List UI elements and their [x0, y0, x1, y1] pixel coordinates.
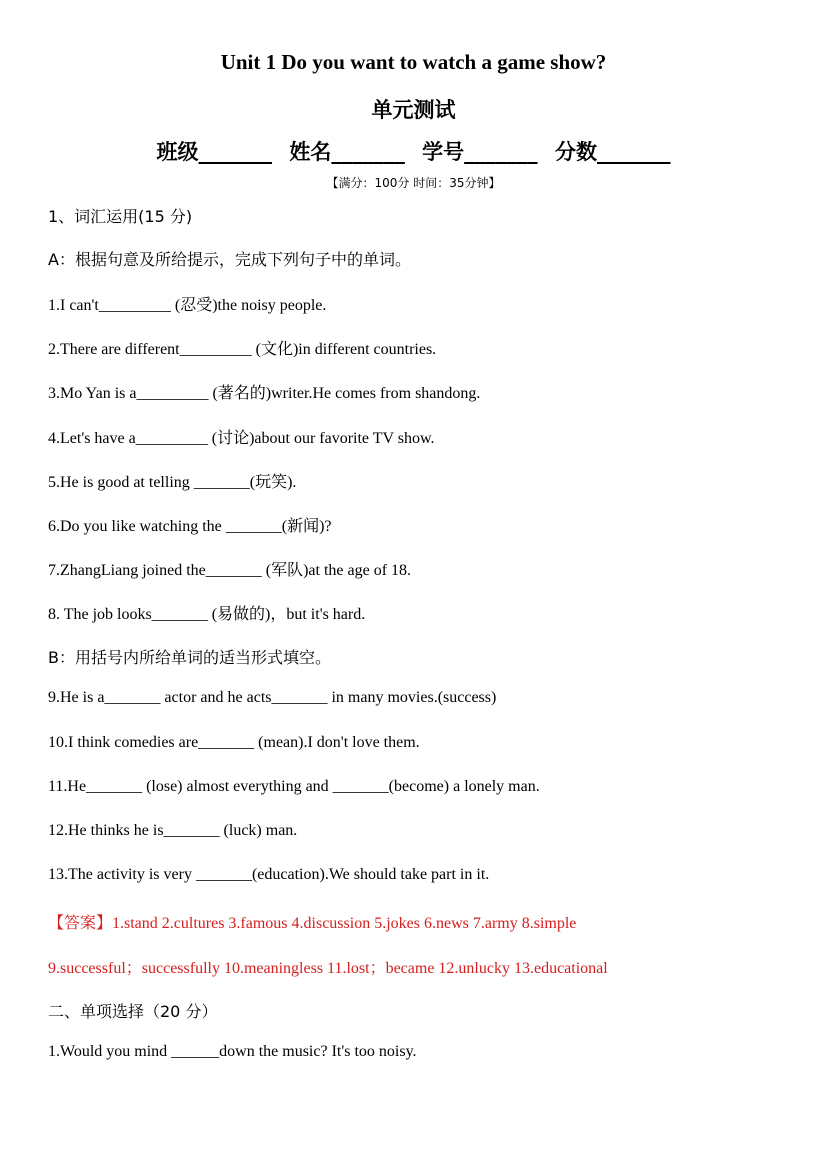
- answer-line-1: 【答案】1.stand 2.cultures 3.famous 4.discussion 5.jokes 6.news 7.army 8.simple: [48, 915, 577, 932]
- page-subtitle: 单元测试: [371, 98, 456, 122]
- score-field: 分数_______: [554, 140, 671, 164]
- page-title: Unit 1 Do you want to watch a game show?: [220, 50, 607, 74]
- class-field: 班级_______: [156, 140, 273, 164]
- id-field: 学号_______: [422, 140, 538, 164]
- question-13: 13.The activity is very _______(education).We should take part in it.: [48, 866, 490, 883]
- question-10: 10.I think comedies are_______ (mean).I don't love them.: [48, 734, 420, 751]
- score-info: 【满分：100分 时间：35分钟】: [326, 176, 501, 190]
- name-field: 姓名_______: [289, 140, 405, 164]
- question-5: 5.He is good at telling _______(玩笑).: [48, 474, 297, 491]
- answer-line-2: 9.successful；successfully 10.meaningless 11.lost；became 12.unlucky 13.educational: [48, 960, 608, 977]
- student-info: [0, 136, 827, 166]
- mc-question-1: 1.Would you mind ______down the music? It's too noisy.: [48, 1043, 417, 1060]
- section2-heading: 二、单项选择（20 分）: [48, 1002, 218, 1021]
- question-8: 8. The job looks_______ (易做的)，but it's hard.: [48, 606, 366, 623]
- question-6: 6.Do you like watching the _______(新闻)?: [48, 518, 332, 535]
- question-11: 11.He_______ (lose) almost everything and _______(become) a lonely man.: [48, 778, 540, 795]
- question-2: 2.There are different_________ (文化)in different countries.: [48, 341, 437, 358]
- question-9: 9.He is a_______ actor and he acts_______ in many movies.(success): [48, 689, 497, 706]
- part-a-instruction: A：根据句意及所给提示，完成下列句子中的单词。: [48, 250, 411, 269]
- question-1: 1.I can't_________ (忍受)the noisy people.: [48, 297, 327, 314]
- question-7: 7.ZhangLiang joined the_______ (军队)at the age of 18.: [48, 562, 412, 579]
- question-3: 3.Mo Yan is a_________ (著名的)writer.He comes from shandong.: [48, 385, 481, 402]
- section1-heading: 1、词汇运用(15 分): [48, 207, 193, 226]
- question-4: 4.Let's have a_________ (讨论)about our favorite TV show.: [48, 430, 435, 447]
- part-b-instruction: B：用括号内所给单词的适当形式填空。: [48, 648, 331, 667]
- question-12: 12.He thinks he is_______ (luck) man.: [48, 822, 298, 839]
